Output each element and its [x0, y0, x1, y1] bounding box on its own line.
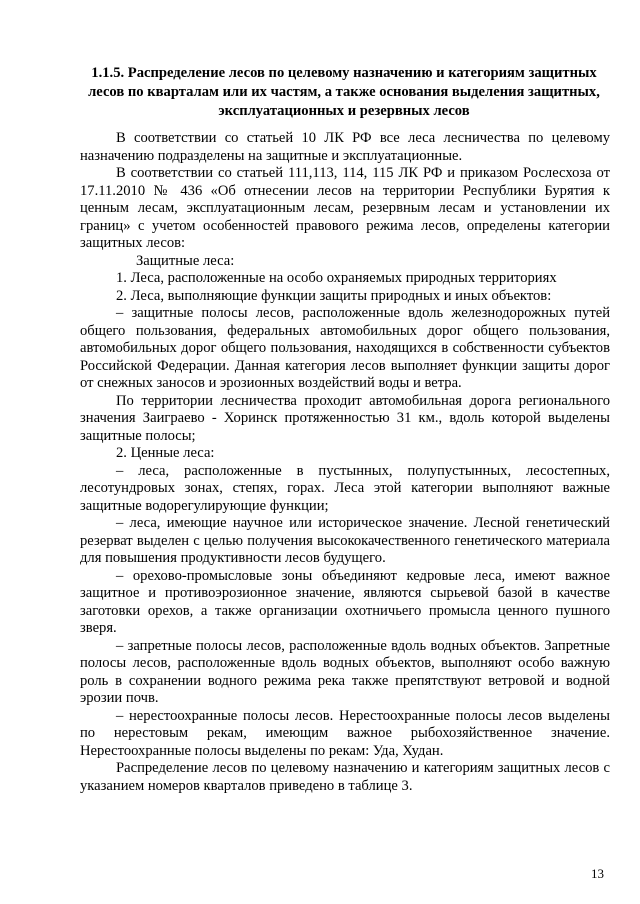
paragraph: – орехово-промысловые зоны объединяют кедровые леса, имеют важное защитное и противоэрозионное значение, являются сырьевой базой в качестве заготовки орехов, а также организации охотничьего промысла ценного пушного зверя. [80, 567, 610, 636]
section-heading: 1.1.5. Распределение лесов по целевому назначению и категориям защитных лесов по кварталам или их частям, а также основания выделения защитных, эксплуатационных и резервных лесов [88, 65, 600, 119]
list-item: 1. Леса, расположенные на особо охраняемых природных территориях [116, 270, 557, 286]
paragraph: – нерестоохранные полосы лесов. Нерестоохранные полосы лесов выделены по нерестовым рекам, имеющим важное рыбохозяйственное значение. Нерестоохранные полосы выделены по рекам: Уда, Худан. [80, 707, 610, 759]
paragraph: – защитные полосы лесов, расположенные вдоль железнодорожных путей общего пользования, федеральных автомобильных дорог общего пользования, автомобильных дорог общего пользования, находящихся в собственности субъектов Российской Федерации. Данная категория лесов выполняет функции защиты дорог от снежных заносов и эрозионных воздействий воды и ветра. [80, 305, 610, 391]
paragraph: В соответствии со статьей 10 ЛК РФ все леса лесничества по целевому назначению подразделены на защитные и эксплуатационные. [80, 130, 610, 164]
paragraph: По территории лесничества проходит автомобильная дорога регионального значения Заиграево - Хоринск протяженностью 31 км., вдоль которой выделены защитные полосы; [80, 392, 610, 444]
paragraph: – запретные полосы лесов, расположенные вдоль водных объектов. Запретные полосы лесов, расположенные вдоль водных объектов, выполняют особо важную роль в сохранении водного режима река также препятствуют ветровой и водной эрозии почв. [80, 637, 610, 706]
paragraph: – леса, расположенные в пустынных, полупустынных, лесостепных, лесотундровых зонах, степях, горах. Леса этой категории выполняют важные защитные водорегулирующие функции; [80, 462, 610, 514]
subheading: Защитные леса: [136, 252, 235, 269]
body-text [80, 130, 610, 795]
paragraph: – леса, имеющие научное или историческое значение. Лесной генетический резерват выделен с целью получения высококачественного генетического материала для повышения продуктивности лесов будущего. [80, 515, 610, 566]
paragraph: В соответствии со статьей 111,113, 114, 115 ЛК РФ и приказом Рослесхоза от 17.11.2010 № 436 «Об отнесении лесов на территории Республики Бурятия к ценным лесам, эксплуатационным лесам, резервным лесам и установлении их границ» с учетом особенностей правового режима лесов, определены категории защитных лесов: [80, 165, 610, 251]
paragraph: Распределение лесов по целевому назначению и категориям защитных лесов с указанием номеров кварталов приведено в таблице 3. [80, 760, 610, 794]
subheading: 2. Ценные леса: [116, 445, 215, 461]
list-item: 2. Леса, выполняющие функции защиты природных и иных объектов: [116, 287, 552, 304]
page-number: 13 [591, 866, 604, 881]
